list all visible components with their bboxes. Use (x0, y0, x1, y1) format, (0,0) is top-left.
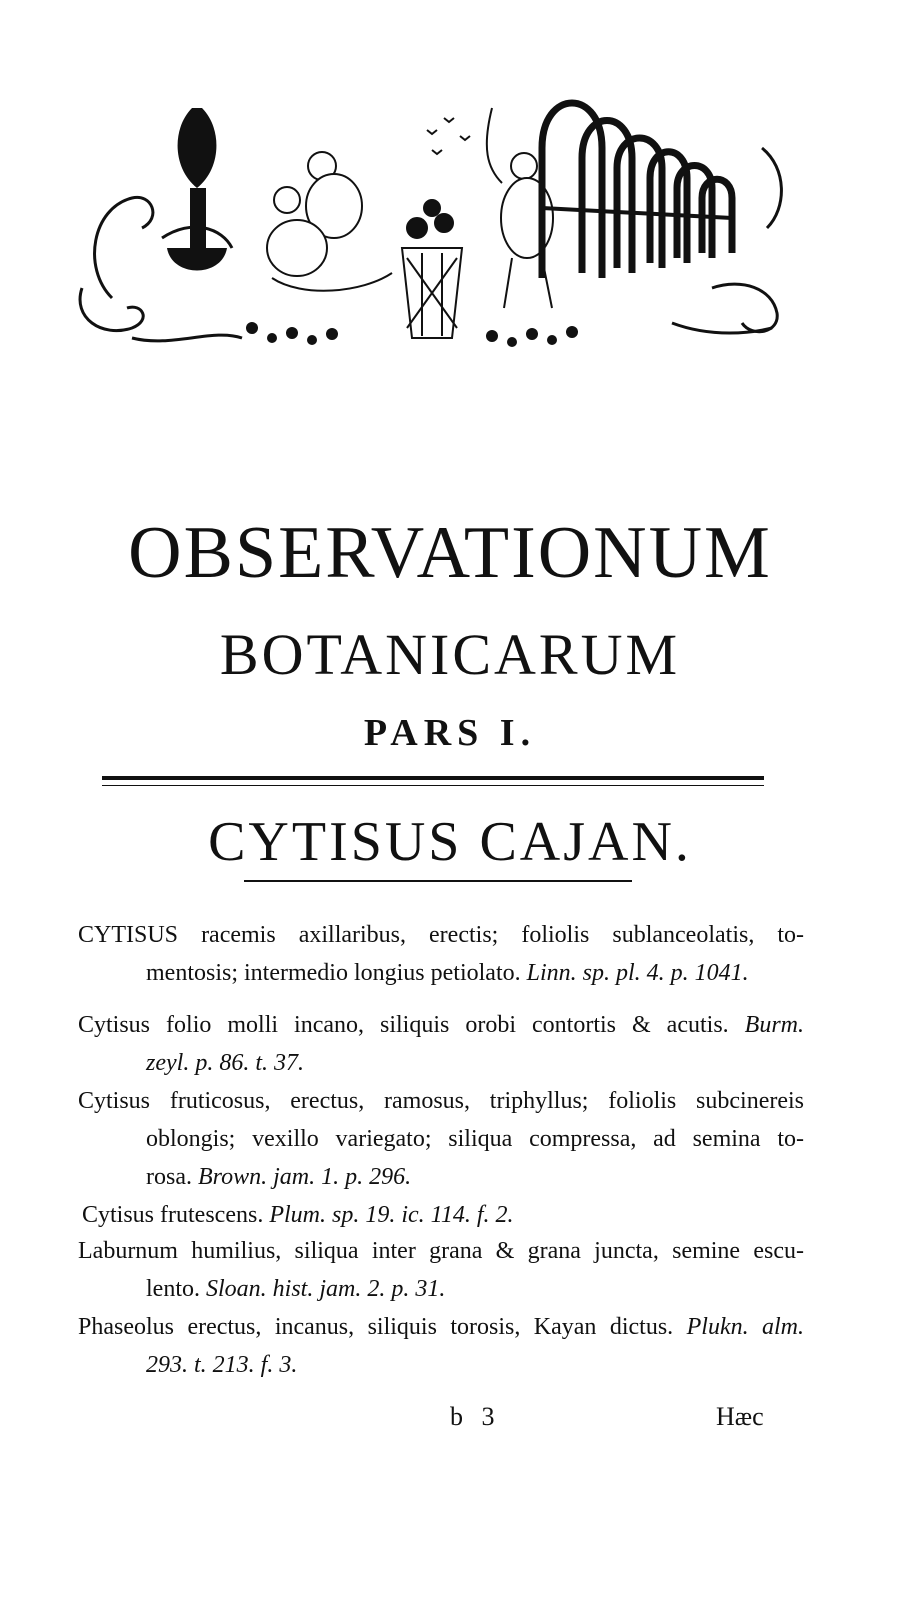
double-rule-thick (102, 776, 764, 780)
synonym-text-continued: mentosis; intermedio longius petiolato. (146, 960, 521, 986)
page-subtitle: BOTANICARUM (219, 622, 681, 687)
engraved-headpiece-ornament (72, 88, 792, 368)
synonym-genus: CYTISUS (78, 922, 179, 948)
synonym-first-line (78, 1082, 804, 1120)
synonym-continuation (78, 1270, 804, 1308)
synonym-text-continued: rosa. (146, 1164, 192, 1190)
page-title: OBSERVATIONUM (128, 512, 772, 594)
synonym-reference: Burm. (744, 1012, 804, 1038)
synonym-continuation (78, 1346, 804, 1384)
synonym-first-line (78, 1232, 804, 1270)
synonym-entry (78, 1308, 804, 1384)
synonym-continuation (78, 1158, 804, 1196)
synonym-text-continued: oblongis; vexillo variegato; siliqua compressa, ad semina to- (146, 1126, 804, 1152)
trellis-arbor (542, 103, 732, 278)
heading-underline (244, 880, 632, 882)
synonym-continuation (78, 1120, 804, 1158)
synonym-genus: Cytisus (78, 1088, 151, 1114)
synonym-entry (78, 1006, 804, 1082)
synonym-genus: Phaseolus (78, 1314, 174, 1340)
synonym-first-line (82, 1202, 514, 1228)
synonym-first-line (78, 1308, 804, 1346)
synonym-text: frutescens. (160, 1202, 264, 1228)
synonym-genus: Laburnum (78, 1238, 178, 1264)
birds-ornament (427, 118, 470, 154)
species-heading: CYTISUS CAJAN. (208, 811, 692, 873)
part-label: PARS I. (363, 712, 537, 754)
synonym-genus: Cytisus (82, 1202, 155, 1228)
synonym-first-line (78, 916, 804, 954)
double-rule-thin (102, 785, 764, 786)
cherubs-group (267, 152, 392, 291)
flower-basket-ornament (402, 200, 462, 338)
synonym-entry (82, 1196, 808, 1234)
synonym-text: fruticosus, erectus, ramosus, triphyllus; foliolis subcinereis (169, 1088, 805, 1114)
synonym-text: folio molli incano, siliquis orobi contortis & acutis. (166, 1012, 729, 1038)
synonym-genus: Cytisus (78, 1012, 151, 1038)
synonym-first-line (78, 1006, 804, 1044)
scroll-left-ornament (80, 197, 242, 341)
synonym-reference: Linn. sp. pl. 4. p. 1041. (526, 960, 749, 986)
synonym-text-continued: lento. (146, 1276, 200, 1302)
synonym-text: humilius, siliqua inter grana & grana juncta, semine escu- (191, 1238, 804, 1264)
synonym-reference: Plum. sp. 19. ic. 114. f. 2. (269, 1202, 514, 1228)
synonym-text: erectus, incanus, siliquis torosis, Kayan dictus. (187, 1314, 674, 1340)
synonym-reference-continued: zeyl. p. 86. t. 37. (146, 1050, 304, 1076)
synonym-continuation (78, 954, 804, 992)
synonym-reference: Sloan. hist. jam. 2. p. 31. (206, 1276, 446, 1302)
synonym-continuation (78, 1044, 804, 1082)
catchword: Hæc (716, 1402, 764, 1431)
synonym-entry (78, 1082, 804, 1196)
synonym-reference: Plukn. alm. (686, 1314, 805, 1340)
synonym-reference: Brown. jam. 1. p. 296. (197, 1164, 412, 1190)
synonym-reference-continued: 293. t. 213. f. 3. (146, 1352, 298, 1378)
urn-ornament (167, 108, 227, 271)
synonym-text: racemis axillaribus, erectis; foliolis sublanceolatis, to- (201, 922, 805, 948)
synonym-entry (78, 916, 804, 992)
signature-mark: b 3 (450, 1402, 501, 1431)
synonym-entry (78, 1232, 804, 1308)
